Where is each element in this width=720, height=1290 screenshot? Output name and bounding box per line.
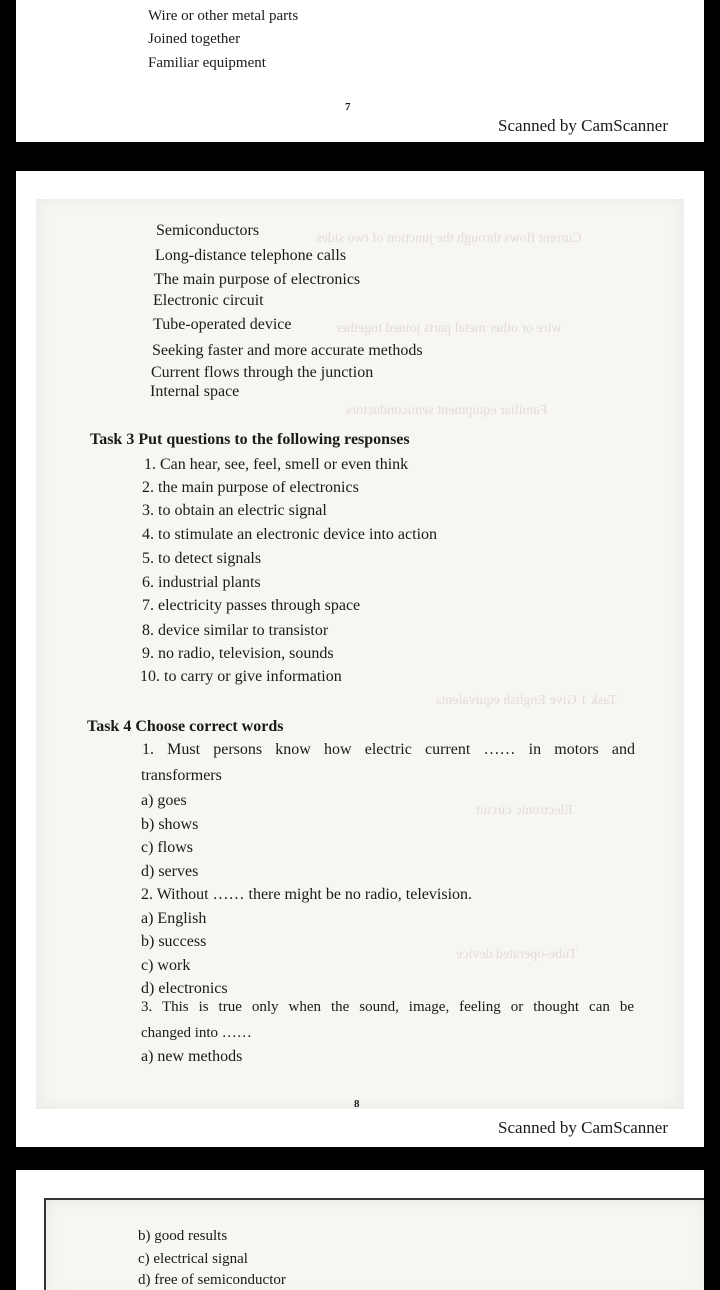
option: a) new methods bbox=[141, 1048, 243, 1065]
option: c) flows bbox=[141, 839, 193, 856]
option: a) English bbox=[141, 910, 207, 927]
option: d) electronics bbox=[141, 980, 228, 997]
question-1: 1. Must persons know how electric current …… in motors and bbox=[142, 741, 635, 758]
task3-item: 9. no radio, television, sounds bbox=[142, 645, 334, 662]
page-number: 7 bbox=[345, 101, 351, 113]
vocab-line: Seeking faster and more accurate methods bbox=[152, 342, 423, 359]
task3-heading: Task 3 Put questions to the following responses bbox=[90, 431, 410, 448]
scanner-watermark: Scanned by CamScanner bbox=[498, 116, 668, 135]
vocab-line: The main purpose of electronics bbox=[154, 271, 361, 288]
scanned-page-9 bbox=[16, 1170, 704, 1290]
task3-item: 10. to carry or give information bbox=[140, 668, 342, 685]
page-number: 8 bbox=[354, 1098, 360, 1110]
option: b) success bbox=[141, 933, 207, 950]
vocab-line: Semiconductors bbox=[156, 222, 260, 239]
option: d) serves bbox=[141, 863, 199, 880]
task3-item: 5. to detect signals bbox=[142, 550, 262, 567]
bleed-through-text: Task 1 Give English equivalents bbox=[436, 693, 617, 708]
option: a) goes bbox=[141, 792, 187, 809]
task3-item: 3. to obtain an electric signal bbox=[142, 502, 327, 519]
option: b) shows bbox=[141, 816, 199, 833]
scanned-page-7 bbox=[16, 0, 704, 142]
vocab-line: Long-distance telephone calls bbox=[155, 247, 347, 264]
question-3-cont: changed into …… bbox=[141, 1025, 252, 1041]
bleed-through-text: wire or other metal parts joined together bbox=[336, 321, 562, 336]
vocab-line: Joined together bbox=[148, 31, 241, 47]
scanner-watermark: Scanned by CamScanner bbox=[498, 1118, 668, 1137]
task3-item: 1. Can hear, see, feel, smell or even think bbox=[144, 456, 409, 473]
option: c) work bbox=[141, 957, 191, 974]
vocab-line: Electronic circuit bbox=[153, 292, 264, 309]
question-2: 2. Without …… there might be no radio, television. bbox=[141, 886, 473, 903]
task3-item: 8. device similar to transistor bbox=[142, 622, 329, 639]
task3-item: 7. electricity passes through space bbox=[142, 597, 361, 614]
task3-item: 6. industrial plants bbox=[142, 574, 261, 591]
bleed-through-text: Familiar equipment semiconductors bbox=[346, 403, 548, 418]
option: b) good results bbox=[138, 1228, 228, 1244]
vocab-line: Tube-operated device bbox=[153, 316, 292, 333]
task3-item: 2. the main purpose of electronics bbox=[142, 479, 359, 496]
vocab-line: Wire or other metal parts bbox=[148, 8, 299, 24]
task3-item: 4. to stimulate an electronic device into action bbox=[142, 526, 438, 543]
question-1-cont: transformers bbox=[141, 767, 222, 784]
question-3: 3. This is true only when the sound, image, feeling or thought can be bbox=[141, 999, 634, 1015]
scanned-page-8 bbox=[16, 171, 704, 1147]
option: c) electrical signal bbox=[138, 1251, 248, 1267]
bleed-through-text: Tube-operated device bbox=[456, 947, 578, 962]
bleed-through-text: Current flows through the junction of two sides bbox=[316, 231, 582, 246]
vocab-line: Familiar equipment bbox=[148, 55, 266, 71]
vocab-line: Internal space bbox=[150, 383, 240, 400]
bleed-through-text: Electronic circuit bbox=[476, 803, 573, 818]
vocab-line: Current flows through the junction bbox=[151, 364, 374, 381]
task4-heading: Task 4 Choose correct words bbox=[87, 718, 284, 735]
option: d) free of semiconductor bbox=[138, 1272, 286, 1288]
